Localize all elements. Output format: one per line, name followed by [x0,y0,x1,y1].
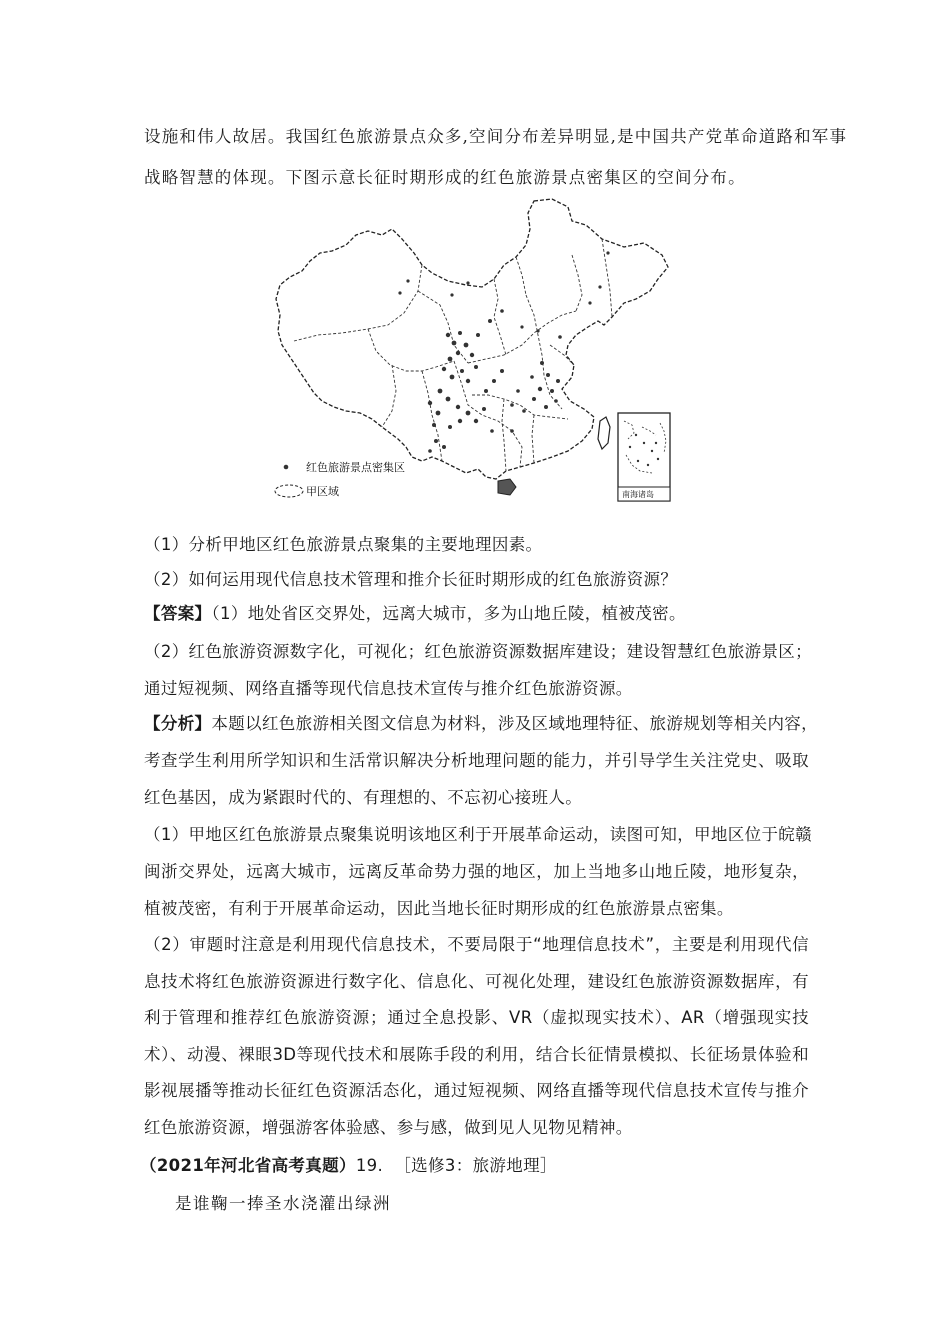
analysis-line-2: 考查学生利用所学知识和生活常识解决分析地理问题的能力，并引导学生关注党史、吸取 [144,751,809,770]
inset-label: 南海诸岛 [622,490,654,499]
question-1: （1）分析甲地区红色旅游景点聚集的主要地理因素。 [144,535,543,554]
legend-dots-label: 红色旅游景点密集区 [306,461,405,474]
legend-region-label: 甲区域 [306,485,339,498]
analysis-line-1 [144,713,819,735]
intro-line-1: 设施和伟人故居。我国红色旅游景点众多,空间分布差异明显,是中国共产党革命道路和军事 [144,127,848,146]
question-2: （2）如何运用现代信息技术管理和推介长征时期形成的红色旅游资源？ [144,570,678,589]
scenic-spot-dots [398,251,609,452]
next-question-topic: ［选修3：旅游地理］ [394,1156,557,1175]
answer-label: 【答案】 [144,604,212,623]
china-map-svg [272,195,676,507]
explanation-2-line-3: 利于管理和推荐红色旅游资源；通过全息投影、VR（虚拟现实技术）、AR（增强现实技 [144,1008,809,1027]
poem-line: 是谁鞠一捧圣水浇灌出绿洲 [175,1194,391,1213]
next-question-number: 19. [355,1156,384,1175]
answer-1: （1）地处省区交界处，远离大城市，多为山地丘陵，植被茂密。 [211,604,686,623]
analysis-line-3: 红色基因，成为紧跟时代的、有理想的、不忘初心接班人。 [144,788,583,807]
analysis-label: 【分析】 [144,714,212,733]
explanation-1-line-2: 闽浙交界处，远离大城市，远离反革命势力强的地区，加上当地多山地丘陵，地形复杂， [144,862,809,881]
intro-line-2: 战略智慧的体现。下图示意长征时期形成的红色旅游景点密集区的空间分布。 [144,168,746,187]
taiwan-island [598,417,610,449]
explanation-2-line-6: 红色旅游资源，增强游客体验感、参与感，做到见人见物见精神。 [144,1118,633,1137]
explanation-2-line-1: （2）审题时注意是利用现代信息技术，不要局限于“地理信息技术”，主要是利用现代信 [144,935,809,954]
explanation-2-line-2: 息技术将红色旅游资源进行数字化、信息化、可视化处理，建设红色旅游资源数据库，有 [144,972,809,991]
explanation-1-line-1: （1）甲地区红色旅游景点聚集说明该地区利于开展革命运动，读图可知，甲地区位于皖赣 [144,825,812,844]
province-borders [294,239,612,471]
next-question-header [140,1155,805,1177]
legend-dot-icon [284,465,289,470]
answer-line [144,603,809,625]
answer-2-line-1: （2）红色旅游资源数字化，可视化；红色旅游资源数据库建设；建设智慧红色旅游景区； [144,642,812,661]
hainan-island [498,479,516,495]
china-map-figure [272,195,676,507]
explanation-2-line-4: 术）、动漫、裸眼3D等现代技术和展陈手段的利用，结合长征情景模拟、长征场景体验和 [144,1045,809,1064]
analysis-text-1: 本题以红色旅游相关图文信息为材料，涉及区域地理特征、旅游规划等相关内容， [211,714,819,733]
explanation-2-line-5: 影视展播等推动长征红色资源活态化，通过短视频、网络直播等现代信息技术宣传与推介 [144,1081,809,1100]
answer-2-line-2: 通过短视频、网络直播等现代信息技术宣传与推介红色旅游资源。 [144,679,633,698]
legend-region-icon [275,485,303,497]
next-question-source: （2021年河北省高考真题） [140,1156,356,1175]
explanation-1-line-3: 植被茂密，有利于开展革命运动，因此当地长征时期形成的红色旅游景点密集。 [144,899,734,918]
